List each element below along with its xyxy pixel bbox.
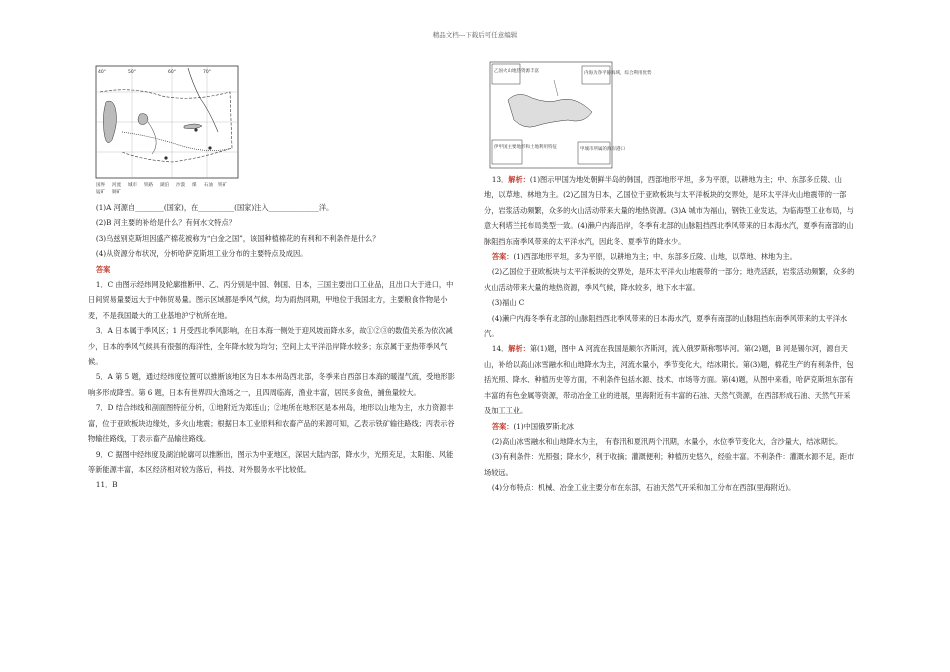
q13-analysis-text: (1)图示甲国为地处朝鲜半岛的韩国，西部地形平坦，多为平原，以耕地为主；中、东部多丘陵、山地，以草地、林地为主。(2)乙国为日本，乙国位于亚欧板块与太平洋板块的交界处，是环太平洋火山地震带的一部分，岩浆活动频繁，众多的火山活动带来大量的地热资源。(3)A 城市为福山，钢铁工业发达，为临海型工业布局，与意大利塔兰托布局类型一致。(4)濑户内海沿岸，冬季有北部的山脉阻挡西北季风带来的日本海水汽，夏季有南部的山脉阻挡东南季风带来的太平洋水汽，因此冬、夏季节的降水少。 bbox=[484, 175, 854, 246]
analysis-label: 解析： bbox=[508, 175, 530, 184]
legend-oil: 石油 bbox=[204, 183, 213, 188]
legend-border: 国界 bbox=[96, 183, 105, 188]
legend-iron: 铁矿 bbox=[218, 183, 227, 188]
answer-label: 答案： bbox=[491, 421, 514, 431]
map-box-4: 甲城市所属的海岸港口 bbox=[580, 147, 625, 152]
map-box-3: 伊甲国主要地形和土地利用特征 bbox=[494, 145, 557, 150]
q14-analysis bbox=[484, 341, 856, 418]
legend-manganese: 锰矿 bbox=[96, 190, 105, 195]
q14-answer-2: (2)高山冰雪融水和山地降水为主， 有春汛和夏汛两个汛期，水量小，水位季节变化大，含沙量大，结冰期长。 bbox=[491, 436, 843, 446]
q14-analysis-text: 第(1)题，图中 A 河流在我国是额尔齐斯河，流入俄罗斯称鄂毕河。第(2)题，B 河是锡尔河，源自天山，补给以高山冰雪融水和山地降水为主，河流水量小，季节变化大，结冰期长。第(3)题，棉花生产的有利条件，包括光照、降水、种植历史等方面，不利条件包括水源、技术、市场等方面。第(4)题，从图中来看，哈萨克斯坦东部有丰富的有色金属等资源，带动冶金工业的进展，里海附近有丰富的石油、天然气资源，在西部形成石油、天然气开采及加工工业。 bbox=[484, 344, 854, 416]
answer-paragraph: 11．B bbox=[95, 480, 118, 490]
analysis-label: 解析： bbox=[508, 344, 530, 354]
answer-paragraph: 9．C 据图中经纬度及湖泊轮廓可以推断出，图示为中亚地区，深居大陆内部，降水少，光照充足，太阳能、风能等新能源丰富，本区经济相对较为落后，科技、对外服务水平比较低。 bbox=[88, 449, 454, 474]
legend-copper: 铜矿 bbox=[112, 190, 121, 195]
q14-answer-1 bbox=[484, 419, 856, 434]
lat-label: 50° bbox=[128, 70, 136, 75]
right-column bbox=[484, 172, 856, 496]
answer-paragraph: 7．D 结合纬线和剖面图特征分析，①地附近为郑连山；②地所在地形区是本州岛，地形以山地为主，水力资源丰富，位于亚欧板块边缘处，多火山地震；根据日本工业原料和农畜产品的来源可知，乙表示铁矿输往路线；丙表示谷物输往路线，丁表示畜产品输往路线。 bbox=[88, 403, 455, 444]
question-line: (4)从资源分布状况，分析哈萨克斯坦工业分布的主要特点及成因。 bbox=[95, 249, 308, 259]
map-box-2: 内海为净平静海域，综合利用优势 bbox=[584, 71, 652, 76]
answer-heading: 答案 bbox=[95, 264, 111, 274]
legend-city: 城市 bbox=[128, 183, 137, 188]
legend-desert: 沙漠 bbox=[176, 183, 185, 188]
left-column bbox=[88, 200, 458, 493]
lat-label: 40° bbox=[98, 70, 106, 75]
q13-answer-4: (4)濑户内海冬季有北部的山脉阻挡西北季风带来的日本海水汽，夏季有南部的山脉阻挡东南季风带来的太平洋水汽。 bbox=[484, 313, 848, 339]
q14-answer-4: (4)分布特点：机械、冶金工业主要分布在东部，石油天然气开采和加工分布在西部(里海附近)。 bbox=[491, 483, 796, 493]
q13-analysis bbox=[484, 172, 856, 249]
lat-label: 60° bbox=[168, 70, 176, 75]
question-line: (2)B 河主要的补给是什么？有何水文特点？ bbox=[95, 218, 236, 228]
legend-railway: 铁路 bbox=[144, 183, 153, 188]
answer-paragraph: 3．A 日本属于季风区；1 月受西北季风影响，在日本海一侧处于迎风坡而降水多，故①②③的数值关系为依次减少，日本的季风气候具有很强的海洋性，全年降水较为均匀；空间上太平洋沿岸降水较多；东京属于亚热带季风气候。 bbox=[88, 326, 453, 367]
q13-answer-3: (3)福山 C bbox=[491, 298, 525, 308]
legend-river: 河流 bbox=[112, 183, 121, 188]
q13-number: 13． bbox=[491, 175, 509, 184]
answer-paragraph: 1．C 由图示经纬网及轮廓推断甲、乙、丙分别是中国、韩国、日本，三国主要出口工业品，且出口大于进口，中日间贸易量要远大于中韩贸易量。图示区域都是季风气候，均为雨热同期，甲地位于我国北方，主要粮食作物是小麦，不是我国最大的工业基地沪宁杭所在地。 bbox=[88, 280, 454, 320]
answer-label: 答案： bbox=[491, 252, 514, 262]
legend-coal: 煤 bbox=[192, 183, 197, 188]
q14-answer-3: (3)有利条件：光照强；降水少，利于收摘；灌溉便利；种植历史悠久，经验丰富。不利条件：灌溉水源不足，距市场较远。 bbox=[484, 452, 855, 477]
question-line: (1)A 河源自________(国家)，在__________(国家)注入______________洋。 bbox=[95, 203, 334, 212]
japan-korea-map bbox=[488, 60, 652, 170]
q13-answer-1 bbox=[484, 249, 856, 264]
answer-text: (1)中国俄罗斯北冰 bbox=[513, 421, 574, 431]
page-header: 精品文档---下载后可任意编辑 bbox=[432, 31, 518, 39]
question-line: (3)乌兹别克斯坦因盛产棉花被称为“白金之国”，该国种植棉花的有利和不利条件是什么？ bbox=[95, 233, 380, 243]
q14-number: 14． bbox=[491, 344, 509, 354]
answer-paragraph: 5．A 第 5 题，通过经纬度位置可以推断该地区为日本本州岛西北部，冬季来自西部日本海的暖湿气流，受地形影响多形成降雪。第 6 题，日本有世界四大渔场之一，且四周临海，渔业丰富，居民多食鱼，捕鱼量较大。 bbox=[88, 372, 455, 397]
legend-lake: 湖泊 bbox=[160, 183, 169, 188]
q13-answer-2: (2)乙国位于亚欧板块与太平洋板块的交界处，是环太平洋火山地震带的一部分；地壳活跃，岩浆活动频繁，众多的火山活动带来大量的地热资源，季风气候，降水较多，地下水丰富。 bbox=[484, 267, 855, 292]
lat-label: 70° bbox=[203, 70, 211, 75]
map-box-1: 乙国火山地热资源丰富 bbox=[494, 69, 539, 74]
central-asia-map bbox=[92, 62, 242, 196]
answer-text: (1)西部地形平坦，多为平原，以耕地为主；中、东部多丘陵、山地，以草地、林地为主。 bbox=[513, 252, 797, 262]
